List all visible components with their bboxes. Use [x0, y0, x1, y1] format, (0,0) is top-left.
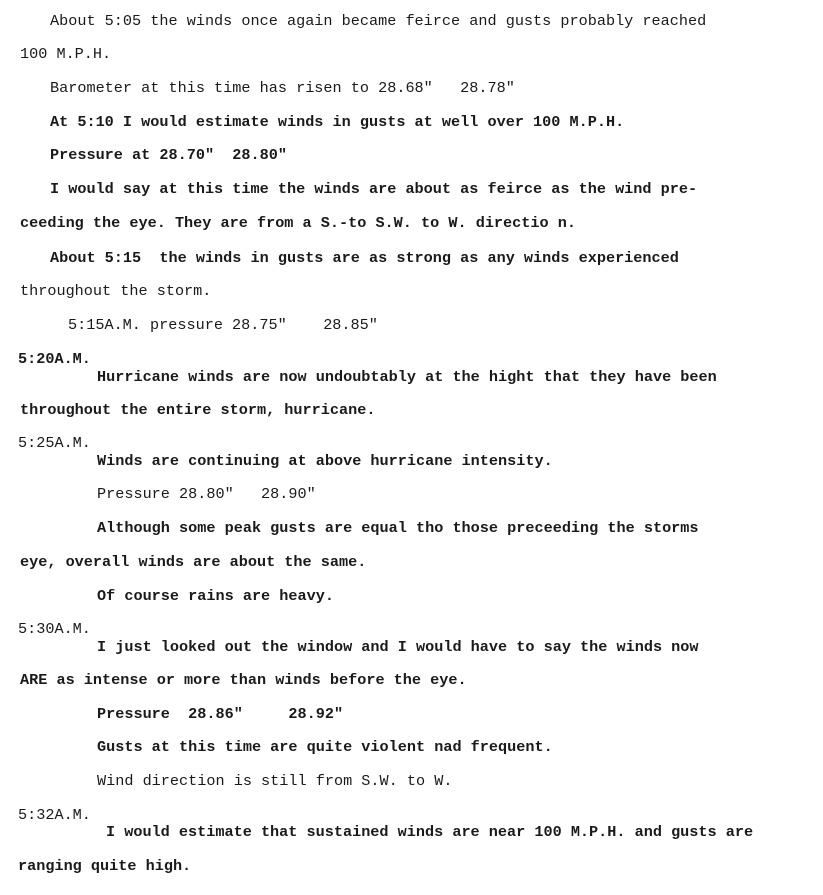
text-line: I just looked out the window and I would have to say the winds now	[97, 638, 699, 656]
text-line: At 5:10 I would estimate winds in gusts at well over 100 M.P.H.	[50, 113, 625, 131]
text-line: 100 M.P.H.	[20, 45, 112, 63]
time-heading: 5:32A.M.	[18, 806, 91, 824]
time-heading: 5:20A.M.	[18, 350, 91, 368]
text-line: I would estimate that sustained winds are near 100 M.P.H. and gusts are	[106, 823, 754, 841]
text-line: throughout the entire storm, hurricane.	[20, 401, 376, 419]
time-heading: 5:30A.M.	[18, 620, 91, 638]
text-line: About 5:05 the winds once again became feirce and gusts probably reached	[50, 12, 707, 30]
text-line: Although some peak gusts are equal tho those preceeding the storms	[97, 519, 699, 537]
text-line: eye, overall winds are about the same.	[20, 553, 367, 571]
text-line: ARE as intense or more than winds before the eye.	[20, 671, 467, 689]
text-line: Pressure at 28.70" 28.80"	[50, 146, 287, 164]
text-line: Barometer at this time has risen to 28.68" 28.78"	[50, 79, 515, 97]
text-line: Hurricane winds are now undoubtably at the hight that they have been	[97, 368, 717, 386]
text-line: ceeding the eye. They are from a S.-to S.W. to W. directio n.	[20, 214, 576, 232]
text-line: I would say at this time the winds are about as feirce as the wind pre-	[50, 180, 698, 198]
text-line: throughout the storm.	[20, 282, 212, 300]
time-heading: 5:25A.M.	[18, 434, 91, 452]
text-line: Pressure 28.80" 28.90"	[97, 485, 316, 503]
text-line: Wind direction is still from S.W. to W.	[97, 772, 453, 790]
text-line: Of course rains are heavy.	[97, 587, 334, 605]
text-line: Pressure 28.86" 28.92"	[97, 705, 344, 723]
text-line: About 5:15 the winds in gusts are as strong as any winds experienced	[50, 249, 679, 267]
text-line: Winds are continuing at above hurricane intensity.	[97, 452, 553, 470]
text-line: 5:15A.M. pressure 28.75" 28.85"	[68, 316, 378, 334]
text-line: ranging quite high.	[18, 857, 192, 875]
text-line: Gusts at this time are quite violent nad frequent.	[97, 738, 553, 756]
